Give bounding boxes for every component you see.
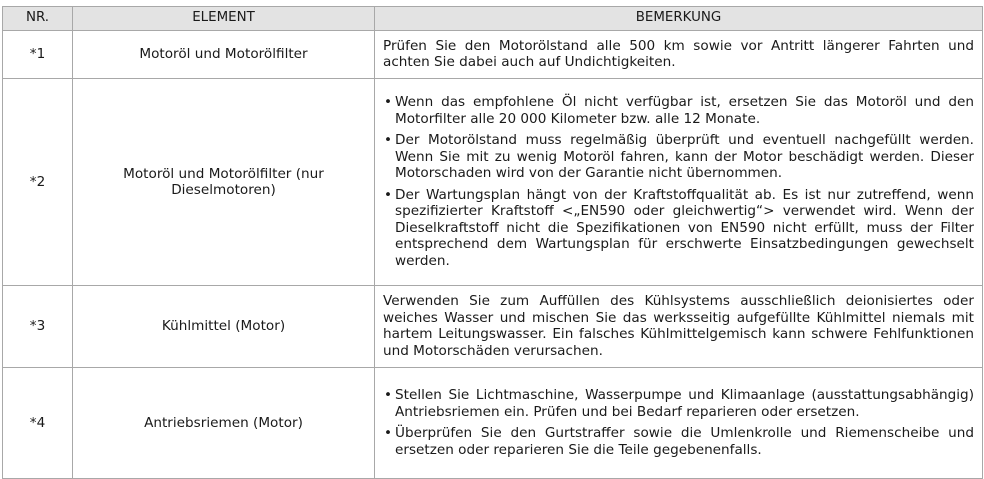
table-row: [3, 79, 983, 286]
bullet-dot: •: [384, 132, 393, 148]
remark-bullet: [383, 425, 974, 458]
row-element: Antriebsriemen (Motor): [73, 368, 375, 479]
remark-bullet-text: Überprüfen Sie den Gurtstraffer sowie die Umlenkrolle und Riemenscheibe und ersetzen oder reparieren Sie die Teile gegebenenfalls.: [395, 425, 974, 458]
remark-bullet-text: Stellen Sie Lichtmaschine, Wasserpumpe und Klimaanlage (ausstattungsabhängig) Antriebsriemen ein. Prüfen und bei Bedarf reparieren oder ersetzen.: [395, 387, 974, 420]
bullet-dot: •: [384, 94, 393, 110]
row-element: Motoröl und Motorölfilter: [73, 31, 375, 79]
row-remark: Prüfen Sie den Motorölstand alle 500 km sowie vor Antritt längerer Fahrten und achten Sie dabei auch auf Undichtigkeiten.: [375, 31, 983, 79]
bullet-dot: •: [384, 425, 393, 441]
remark-bullet-text: Der Wartungsplan hängt von der Kraftstoffqualität ab. Es ist nur zutreffend, wenn spezifizierter Kraftstoff <„EN590 oder gleichwertig“> verwendet wird. Wenn der Dieselkraftstoff nicht die Spezifikationen von EN590 nicht erfüllt, muss der Filter entsprechend dem Wartungsplan für erschwerte Einsatzbedingungen gewechselt werden.: [395, 186, 974, 269]
row-element: Kühlmittel (Motor): [73, 286, 375, 368]
remark-bullet: [383, 387, 974, 420]
row-number: *3: [3, 286, 73, 368]
remark-bullet: [383, 94, 974, 127]
bullet-dot: •: [384, 387, 393, 403]
header-nr: NR.: [3, 7, 73, 31]
table-header: [3, 7, 983, 31]
table-row: [3, 31, 983, 79]
maintenance-table: [2, 6, 983, 479]
remark-bullet: [383, 132, 974, 182]
table-row: [3, 286, 983, 368]
header-row: [3, 7, 983, 31]
row-number: *4: [3, 368, 73, 479]
row-number: *1: [3, 31, 73, 79]
table-row: [3, 368, 983, 479]
remark-bullet: [383, 187, 974, 270]
row-remark: [375, 368, 983, 479]
header-element: ELEMENT: [73, 7, 375, 31]
header-remark: BEMERKUNG: [375, 7, 983, 31]
bullet-dot: •: [384, 186, 393, 203]
row-remark: [375, 79, 983, 286]
remark-bullet-text: Wenn das empfohlene Öl nicht verfügbar ist, ersetzen Sie das Motoröl und den Motorfilter alle 20 000 Kilometer bzw. alle 12 Monate.: [395, 94, 974, 127]
row-number: *2: [3, 79, 73, 286]
row-remark: Verwenden Sie zum Auffüllen des Kühlsystems ausschließlich deionisiertes oder weiches Wasser und mischen Sie das werksseitig aufgefüllte Kühlmittel niemals mit hartem Leitungswasser. Ein falsches Kühlmittelgemisch kann schwere Fehlfunktionen und Motorschäden verursachen.: [375, 286, 983, 368]
row-element: Motoröl und Motorölfilter (nur Dieselmotoren): [73, 79, 375, 286]
remark-bullet-text: Der Motorölstand muss regelmäßig überprüft und eventuell nachgefüllt werden. Wenn Sie mit zu wenig Motoröl fahren, kann der Motor beschädigt werden. Dieser Motorschaden wird von der Garantie nicht übernommen.: [395, 132, 974, 181]
